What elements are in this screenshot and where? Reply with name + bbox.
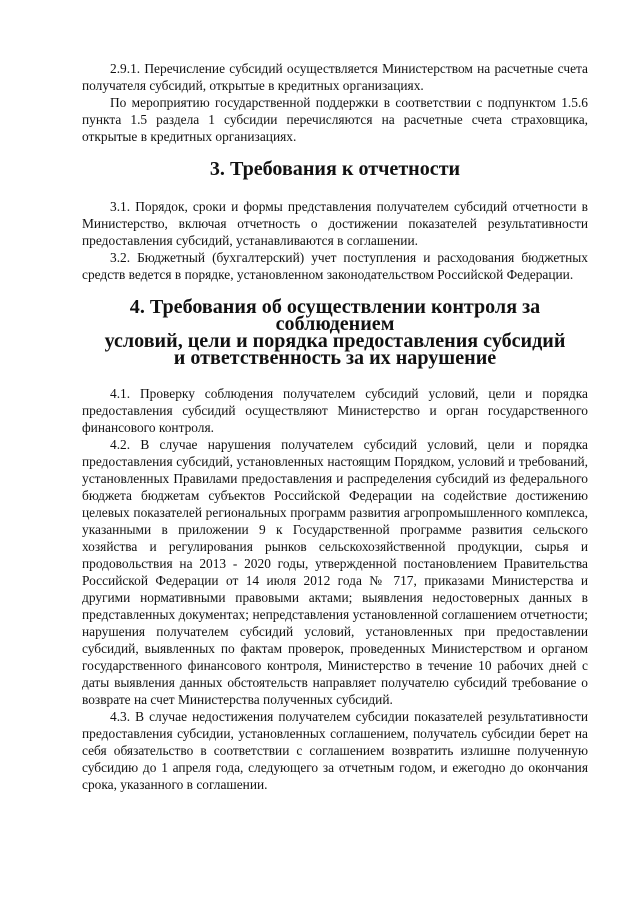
paragraph-3-1: 3.1. Порядок, сроки и формы представления получателем субсидий отчетности в Министерство, включая отчетность о достижении показателей результативности предоставления субсидий, устанавливаются в соглашении. [82, 199, 588, 248]
section-4-heading-line-2: условий, цели и порядка предоставления субсидий [104, 330, 566, 352]
paragraph-4-2: 4.2. В случае нарушения получателем субсидий условий, цели и порядка предоставления субсидий, установленных настоящим Порядком, условий и требований, установленных Правилами предоставления и распределения субсидий из федерального бюджета бюджетам субъектов Российской Федерации на содействие достижению целевых показателей региональных программ развития агропромышленного комплекса, указанными в приложении 9 к Государственной программе развития сельского хозяйства и регулирования рынков сельскохозяйственной продукции, сырья и продовольствия на 2013 - 2020 годы, утвержденной постановлением Правительства Российской Федерации от 14 июля 2012 года № 717, приказами Министерства и другими нормативными правовыми актами; выявления недостоверных данных в представленных документах; непредставления установленной соглашением отчетности; нарушения получателем субсидий условий, установленных при предоставлении субсидий, выявленных по фактам проверок, проведенных Министерством и органом государственного финансового контроля, Министерство в течение 10 рабочих дней с даты выявления данных обстоятельств направляет получателю субсидий требование о возврате на счет Министерства полученных субсидий. [82, 437, 588, 707]
paragraph-4-1: 4.1. Проверку соблюдения получателем субсидий условий, цели и порядка предоставления субсидий осуществляют Министерство и орган государственного финансового контроля. [82, 386, 588, 435]
paragraph-insurer-transfer: По мероприятию государственной поддержки в соответствии с подпунктом 1.5.6 пункта 1.5 раздела 1 субсидии перечисляются на расчетные счета страховщика, открытые в кредитных организациях. [82, 95, 588, 144]
section-3-heading: 3. Требования к отчетности [209, 158, 461, 180]
paragraph-4-3: 4.3. В случае недостижения получателем субсидии показателей результативности предоставления субсидии, установленных соглашением, получатель субсидии берет на себя обязательство в соответствии с соглашением возвратить излишне полученную субсидию до 1 апреля года, следующего за отчетным годом, и ежегодно до окончания срока, указанного в соглашении. [82, 709, 588, 792]
section-4-heading [82, 296, 588, 369]
paragraph-2-9-1: 2.9.1. Перечисление субсидий осуществляется Министерством на расчетные счета получателя субсидий, открытые в кредитных организациях. [82, 61, 588, 93]
section-4-heading-line-1: 4. Требования об осуществлении контроля за соблюдением [129, 296, 541, 335]
paragraph-3-2: 3.2. Бюджетный (бухгалтерский) учет поступления и расходования бюджетных средств ведется в порядке, установленном законодательством Российской Федерации. [82, 250, 588, 282]
section-4-heading-line-3: и ответственность за их нарушение [173, 347, 497, 369]
